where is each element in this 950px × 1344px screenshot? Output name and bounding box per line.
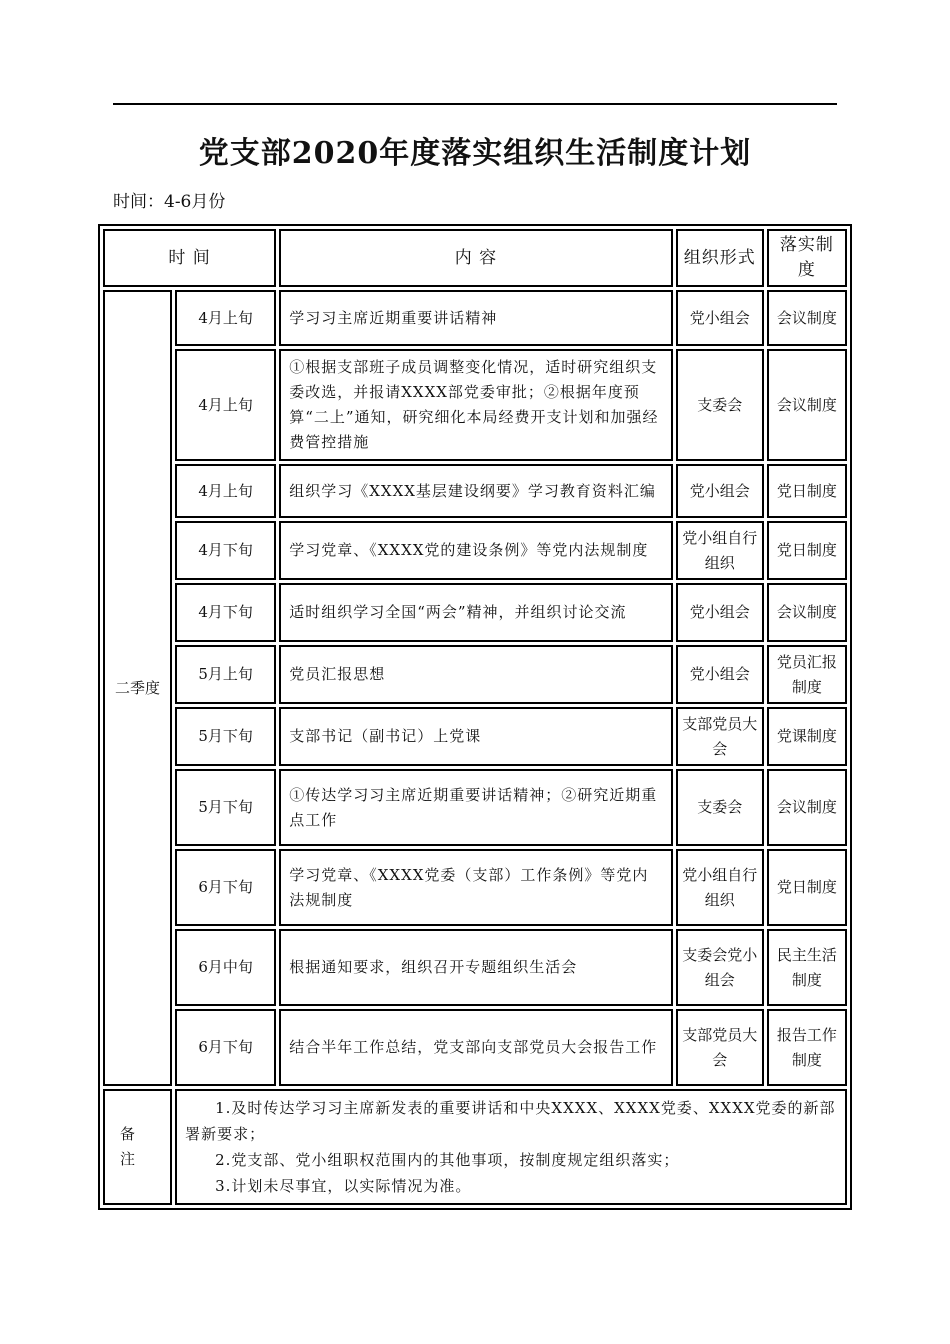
row-system: 会议制度 xyxy=(767,583,847,642)
row-time: 6月下旬 xyxy=(175,849,276,926)
table-row xyxy=(103,929,847,1006)
notes-content xyxy=(175,1089,847,1205)
row-form: 支委会党小组会 xyxy=(676,929,764,1006)
row-content: 支部书记（副书记）上党课 xyxy=(279,707,673,766)
row-content: ①传达学习习主席近期重要讲话精神；②研究近期重点工作 xyxy=(279,769,673,846)
row-system: 会议制度 xyxy=(767,349,847,461)
row-time: 6月下旬 xyxy=(175,1009,276,1086)
row-content: 学习党章、《XXXX党委（支部）工作条例》等党内法规制度 xyxy=(279,849,673,926)
table-row xyxy=(103,290,847,346)
quarter-cell: 二季度 xyxy=(103,290,172,1086)
row-form: 党小组会 xyxy=(676,290,764,346)
top-rule xyxy=(113,103,837,105)
row-time: 4月上旬 xyxy=(175,290,276,346)
notes-label: 备 注 xyxy=(103,1089,172,1205)
row-time: 4月下旬 xyxy=(175,583,276,642)
row-form: 支部党员大会 xyxy=(676,1009,764,1086)
row-content: 党员汇报思想 xyxy=(279,645,673,704)
row-form: 党小组会 xyxy=(676,645,764,704)
row-system: 党日制度 xyxy=(767,849,847,926)
note-item: 2.党支部、党小组职权范围内的其他事项，按制度规定组织落实； xyxy=(215,1151,680,1169)
note-item: 3.计划未尽事宜，以实际情况为准。 xyxy=(215,1177,472,1195)
row-content: 组织学习《XXXX基层建设纲要》学习教育资料汇编 xyxy=(279,464,673,518)
row-system: 会议制度 xyxy=(767,769,847,846)
row-system: 党日制度 xyxy=(767,464,847,518)
row-system: 民主生活制度 xyxy=(767,929,847,1006)
row-content: 学习党章、《XXXX党的建设条例》等党内法规制度 xyxy=(279,521,673,580)
table-row xyxy=(103,1009,847,1086)
row-form: 党小组自行组织 xyxy=(676,521,764,580)
row-form: 支部党员大会 xyxy=(676,707,764,766)
row-system: 会议制度 xyxy=(767,290,847,346)
header-time: 时 间 xyxy=(103,229,276,287)
header-row xyxy=(103,229,847,287)
row-time: 5月下旬 xyxy=(175,769,276,846)
header-system: 落实制度 xyxy=(767,229,847,287)
row-time: 4月上旬 xyxy=(175,349,276,461)
row-time: 6月中旬 xyxy=(175,929,276,1006)
table-row xyxy=(103,769,847,846)
row-form: 党小组自行组织 xyxy=(676,849,764,926)
row-time: 4月上旬 xyxy=(175,464,276,518)
row-content: 适时组织学习全国“两会”精神，并组织讨论交流 xyxy=(279,583,673,642)
row-system: 党日制度 xyxy=(767,521,847,580)
table-row xyxy=(103,583,847,642)
plan-table xyxy=(98,224,852,1210)
note-item: 1.及时传达学习习主席新发表的重要讲话和中央XXXX、XXXX党委、XXXX党委的新部署新要求； xyxy=(185,1099,836,1143)
row-time: 5月下旬 xyxy=(175,707,276,766)
period-label: 时间：4-6月份 xyxy=(113,192,226,212)
row-content: ①根据支部班子成员调整变化情况，适时研究组织支委改选，并报请XXXX部党委审批；②根据年度预算“二上”通知，研究细化本局经费开支计划和加强经费管控措施 xyxy=(279,349,673,461)
row-system: 党员汇报制度 xyxy=(767,645,847,704)
row-form: 党小组会 xyxy=(676,464,764,518)
row-form: 支委会 xyxy=(676,769,764,846)
row-content: 结合半年工作总结，党支部向支部党员大会报告工作 xyxy=(279,1009,673,1086)
row-content: 学习习主席近期重要讲话精神 xyxy=(279,290,673,346)
page-title: 党支部2020年度落实组织生活制度计划 xyxy=(198,136,752,171)
table-row xyxy=(103,464,847,518)
row-time: 5月上旬 xyxy=(175,645,276,704)
table-row xyxy=(103,849,847,926)
row-time: 4月下旬 xyxy=(175,521,276,580)
header-form: 组织形式 xyxy=(676,229,764,287)
row-content: 根据通知要求，组织召开专题组织生活会 xyxy=(279,929,673,1006)
row-system: 党课制度 xyxy=(767,707,847,766)
table-row xyxy=(103,707,847,766)
header-content: 内 容 xyxy=(279,229,673,287)
table-row xyxy=(103,521,847,580)
table-row xyxy=(103,645,847,704)
row-form: 支委会 xyxy=(676,349,764,461)
notes-row xyxy=(103,1089,847,1205)
row-form: 党小组会 xyxy=(676,583,764,642)
row-system: 报告工作制度 xyxy=(767,1009,847,1086)
table-row xyxy=(103,349,847,461)
